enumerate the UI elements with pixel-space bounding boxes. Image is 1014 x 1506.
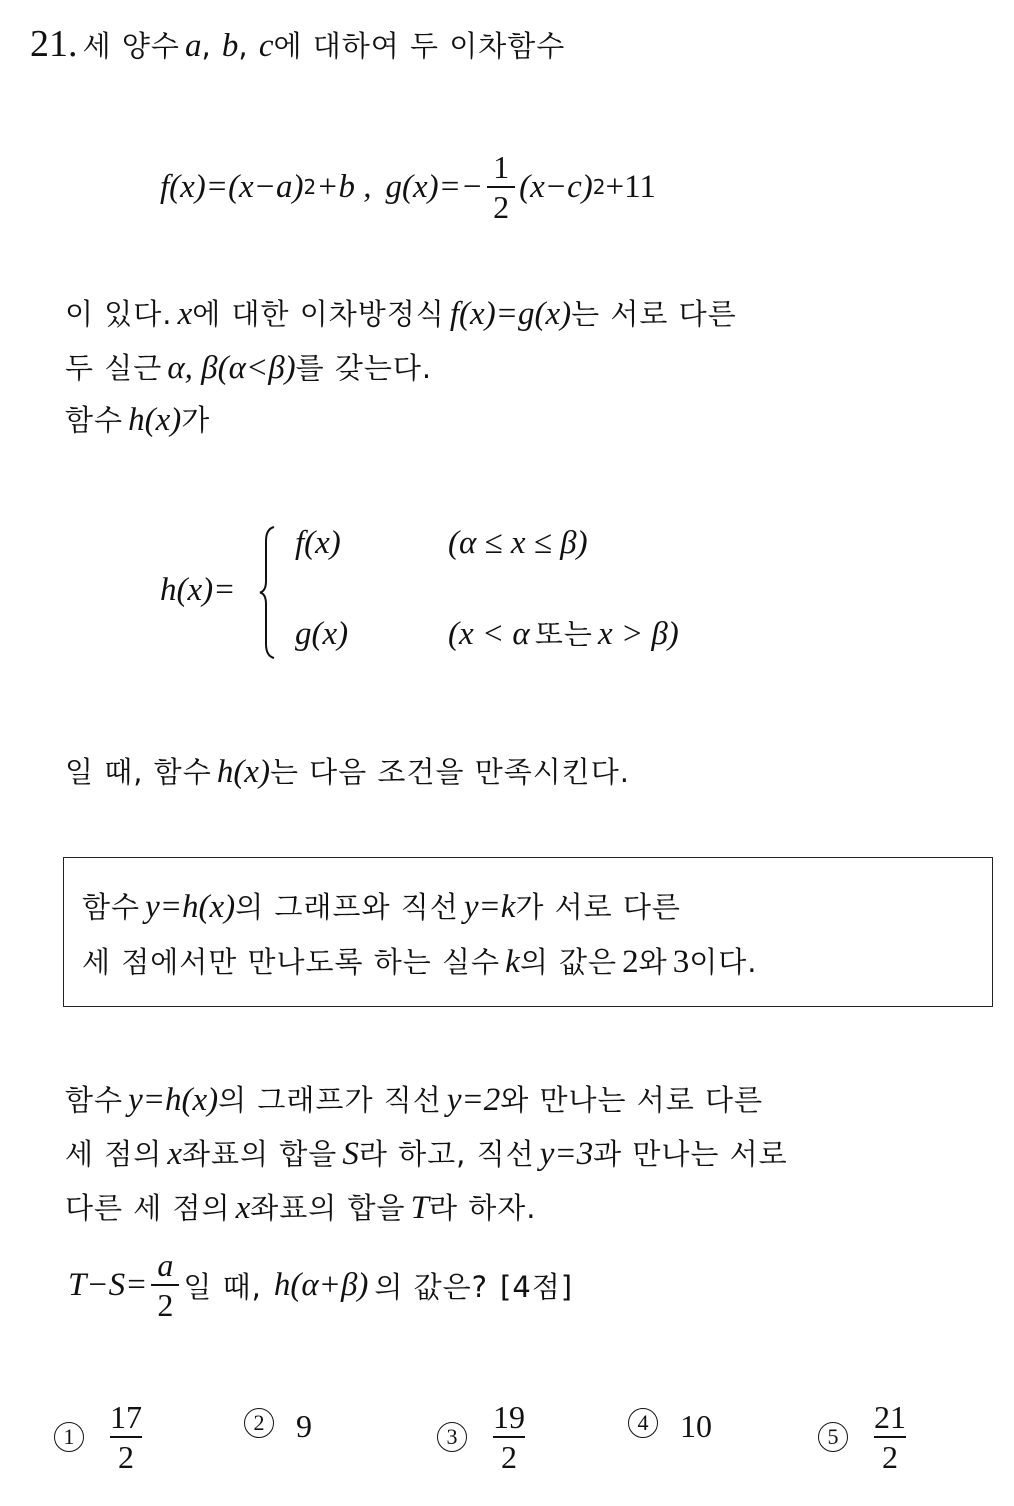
paragraph3-line1: 함수 y=h(x)의 그래프가 직선 y=2와 만나는 서로 다른 bbox=[65, 1082, 764, 1118]
piecewise-case2-expr: g(x) bbox=[295, 616, 349, 652]
piecewise-case2-cond: (x < α 또는 x > β) bbox=[448, 616, 679, 652]
g-coefficient-fraction: $\frac{1}{2}$ bbox=[487, 150, 515, 224]
choice-5[interactable]: 5 $\frac{21}{2}$ bbox=[818, 1400, 910, 1474]
g-exponent: 2 bbox=[592, 175, 606, 199]
points-badge: [4점] bbox=[500, 1269, 574, 1304]
condition-line1: 함수 y=h(x)의 그래프와 직선 y=k가 서로 다른 bbox=[82, 889, 681, 925]
paragraph1-line1: 이 있다. x에 대한 이차방정식 f(x)=g(x)는 서로 다른 bbox=[65, 296, 737, 332]
choice-4[interactable]: 4 10 bbox=[628, 1400, 712, 1445]
choice-marker: 3 bbox=[437, 1422, 467, 1452]
paragraph1-line3: 함수 h(x)가 bbox=[65, 402, 211, 438]
var-a: a bbox=[184, 28, 202, 64]
choice-marker: 4 bbox=[628, 1408, 658, 1438]
question-header: 21. 세 양수 a, b, c에 대하여 두 이차함수 bbox=[30, 23, 566, 65]
var-c: c bbox=[258, 28, 274, 64]
paragraph2: 일 때, 함수 h(x)는 다음 조건을 만족시킨다. bbox=[65, 754, 630, 790]
f-exponent: 2 bbox=[303, 175, 317, 199]
question-number: 21. bbox=[30, 23, 78, 65]
ask-fraction: $\frac{a}{2}$ bbox=[151, 1248, 179, 1322]
question-ask: T−S= $\frac{a}{2}$ 일 때, h(α+β) 의 값은? [4점] bbox=[68, 1247, 574, 1323]
choice-2[interactable]: 2 9 bbox=[244, 1400, 312, 1445]
paragraph3-line2: 세 점의 x좌표의 합을 S라 하고, 직선 y=3과 만나는 서로 bbox=[65, 1136, 788, 1172]
intro-text-2: 에 대하여 두 이차함수 bbox=[273, 29, 566, 63]
g-rhs: (x−c) bbox=[519, 169, 593, 205]
f-rhs: =(x−a) bbox=[205, 169, 304, 205]
g-lhs: g(x) bbox=[385, 169, 439, 205]
choice-marker: 5 bbox=[818, 1422, 848, 1452]
intro-text: 세 양수 bbox=[82, 29, 180, 63]
f-tail: +b , bbox=[316, 169, 372, 205]
g-tail: +11 bbox=[605, 169, 656, 205]
choice-marker: 1 bbox=[54, 1422, 84, 1452]
g-eq: =− bbox=[438, 169, 484, 205]
piecewise-lhs: h(x)= bbox=[160, 572, 236, 608]
left-brace-icon bbox=[258, 525, 276, 660]
function-definitions bbox=[160, 150, 656, 224]
condition-line2: 세 점에서만 만나도록 하는 실수 k의 값은 2와 3이다. bbox=[82, 944, 758, 980]
f-lhs: f(x) bbox=[160, 169, 206, 205]
var-b: b bbox=[221, 28, 239, 64]
choice-3[interactable]: 3 $\frac{19}{2}$ bbox=[437, 1400, 529, 1474]
paragraph3-line3: 다른 세 점의 x좌표의 합을 T라 하자. bbox=[65, 1190, 537, 1226]
piecewise-case1-cond: (α ≤ x ≤ β) bbox=[448, 525, 588, 561]
paragraph1-line2: 두 실근 α, β(α<β)를 갖는다. bbox=[65, 350, 433, 386]
choice-1[interactable]: 1 $\frac{17}{2}$ bbox=[54, 1400, 146, 1474]
choice-marker: 2 bbox=[244, 1408, 274, 1438]
piecewise-case1-expr: f(x) bbox=[295, 525, 341, 561]
